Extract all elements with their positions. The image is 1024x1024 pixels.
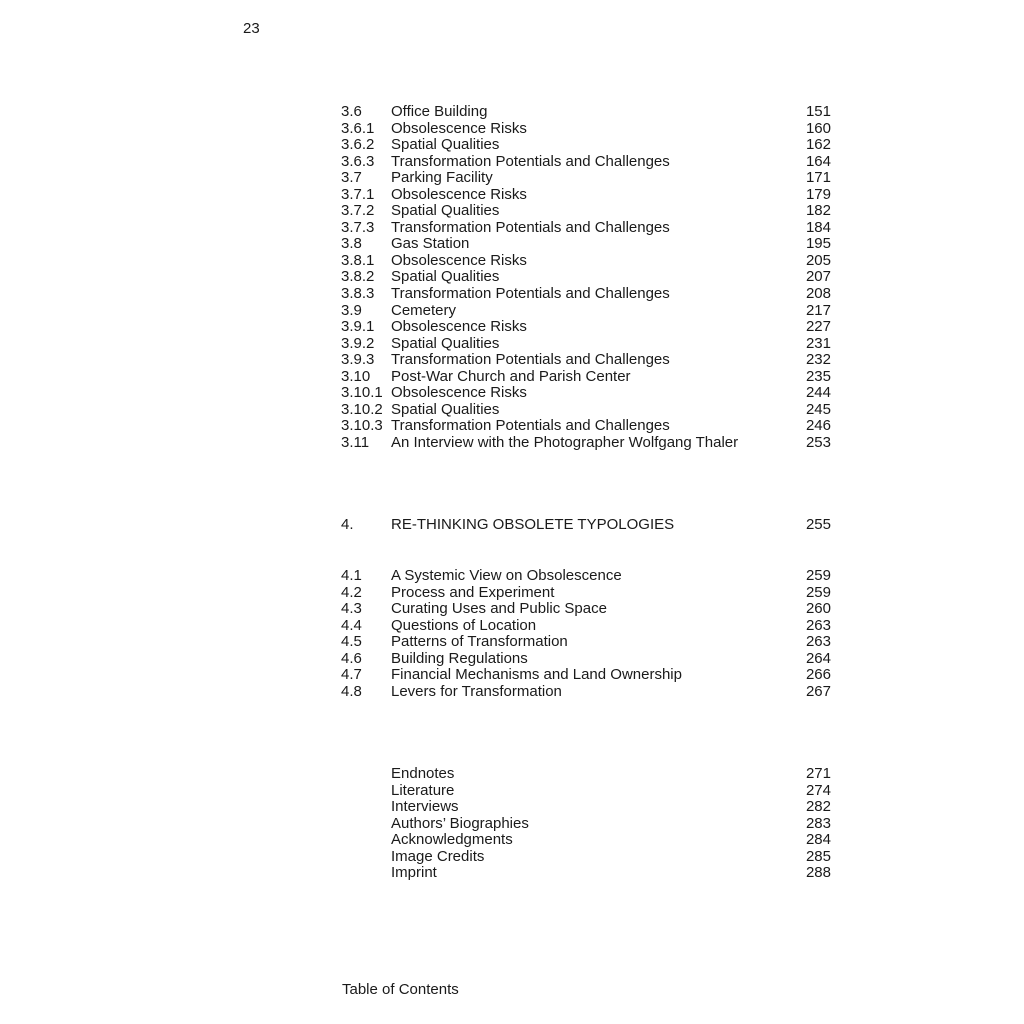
- toc-entry-page: 207: [805, 268, 831, 286]
- toc-entry[interactable]: [341, 154, 831, 171]
- toc-entry-number: 3.10: [341, 367, 371, 385]
- toc-entry-page: 288: [805, 864, 831, 882]
- toc-entry-title: Acknowledgments: [391, 832, 513, 849]
- toc-entry-page: 259: [805, 567, 831, 584]
- chapter-page: 255: [805, 516, 831, 533]
- toc-entry-title: Interviews: [391, 799, 459, 816]
- toc-entry-title: Curating Uses and Public Space: [391, 601, 607, 618]
- toc-entry-page: 179: [805, 185, 831, 203]
- toc-entry-number: 4.8: [341, 682, 362, 700]
- toc-entry-page: 259: [805, 583, 831, 601]
- page-number: 23: [243, 20, 260, 37]
- toc-entry[interactable]: [341, 352, 831, 369]
- toc-entry-title: An Interview with the Photographer Wolfgang Thaler: [391, 434, 739, 451]
- toc-entry-page: 267: [805, 682, 831, 700]
- toc-entry-page: 282: [805, 798, 831, 816]
- toc-entry-number: 3.10.2: [341, 400, 383, 418]
- toc-entry-title: Transformation Potentials and Challenges: [391, 286, 670, 303]
- toc-entry-page: 231: [805, 334, 831, 352]
- toc-entry[interactable]: [341, 319, 831, 336]
- toc-entry-title: Levers for Transformation: [391, 683, 562, 700]
- toc-entry[interactable]: [341, 799, 831, 816]
- toc-entry-title: Obsolescence Risks: [391, 385, 527, 402]
- toc-entry-title: Transformation Potentials and Challenges: [391, 352, 670, 369]
- toc-entry-number: 3.9.3: [341, 351, 375, 369]
- toc-entry-title: Patterns of Transformation: [391, 634, 568, 651]
- toc-entry-title: Spatial Qualities: [391, 203, 500, 220]
- toc-entry-title: Obsolescence Risks: [391, 186, 527, 203]
- toc-entry-number: 3.7.1: [341, 185, 375, 203]
- toc-entry-page: 164: [805, 152, 831, 170]
- toc-entry-page: 285: [805, 847, 831, 865]
- toc-entry[interactable]: [341, 667, 831, 684]
- toc-entry-title: Literature: [391, 782, 455, 799]
- toc-entry-title: Questions of Location: [391, 617, 537, 634]
- toc-entry-page: 260: [805, 600, 831, 618]
- chapter-number: 4.: [341, 516, 354, 533]
- toc-entry-page: 162: [805, 136, 831, 154]
- toc-entry-number: 3.9: [341, 301, 362, 319]
- toc-entry-number: 4.6: [341, 649, 362, 667]
- toc-entry-page: 271: [805, 765, 831, 782]
- toc-entry-title: Spatial Qualities: [391, 269, 500, 286]
- toc-back-matter-list: [341, 766, 831, 882]
- toc-entry-number: 3.6: [341, 103, 362, 120]
- toc-entry-title: Gas Station: [391, 236, 470, 253]
- toc-entry[interactable]: [341, 418, 831, 435]
- toc-entry-title: Spatial Qualities: [391, 401, 500, 418]
- toc-entry-page: 208: [805, 285, 831, 303]
- toc-entry-number: 3.7: [341, 169, 362, 187]
- toc-entry-page: 184: [805, 218, 831, 236]
- toc-entry-number: 3.8.1: [341, 251, 375, 269]
- toc-entry-title: Process and Experiment: [391, 584, 555, 601]
- toc-entry-number: 3.11: [341, 433, 370, 451]
- toc-entry-number: 3.8: [341, 235, 362, 253]
- toc-entry[interactable]: [341, 121, 831, 138]
- toc-entry[interactable]: [341, 336, 831, 353]
- toc-entry-title: Parking Facility: [391, 170, 493, 187]
- toc-entry[interactable]: [341, 220, 831, 237]
- toc-entry[interactable]: [341, 402, 831, 419]
- toc-entry[interactable]: [341, 236, 831, 253]
- running-footer: Table of Contents: [342, 981, 459, 998]
- toc-entry-number: 3.10.1: [341, 384, 383, 402]
- toc-entry-page: 171: [805, 169, 831, 187]
- toc-entry-title: Spatial Qualities: [391, 137, 500, 154]
- toc-entry-number: 3.8.2: [341, 268, 375, 286]
- toc-entry[interactable]: [341, 766, 831, 783]
- toc-chapter-4-heading: [341, 517, 831, 534]
- toc-entry-page: 246: [805, 417, 831, 435]
- toc-entry[interactable]: [341, 435, 831, 452]
- toc-entry-number: 3.9.1: [341, 318, 375, 336]
- chapter-title: RE-THINKING OBSOLETE TYPOLOGIES: [391, 517, 675, 533]
- toc-entry-title: Post-War Church and Parish Center: [391, 368, 631, 385]
- toc-entry-title: Building Regulations: [391, 650, 528, 667]
- toc-entry-page: 253: [805, 433, 831, 451]
- toc-entry-page: 274: [805, 781, 831, 799]
- toc-entry-number: 3.10.3: [341, 417, 383, 435]
- toc-entry[interactable]: [341, 849, 831, 866]
- toc-entry-page: 217: [805, 301, 831, 319]
- toc-entry[interactable]: [341, 634, 831, 651]
- toc-entry[interactable]: [341, 684, 831, 701]
- toc-entry[interactable]: [341, 170, 831, 187]
- toc-entry-number: 3.8.3: [341, 285, 375, 303]
- toc-entry[interactable]: [341, 568, 831, 585]
- toc-entry[interactable]: [341, 783, 831, 800]
- toc-entry-number: 4.4: [341, 616, 362, 634]
- toc-entry-page: 284: [805, 831, 831, 849]
- toc-entry[interactable]: [341, 585, 831, 602]
- toc-entry-page: 283: [805, 814, 831, 832]
- toc-entry-title: A Systemic View on Obsolescence: [391, 568, 622, 584]
- toc-entry[interactable]: [341, 203, 831, 220]
- toc-entry-title: Authors’ Biographies: [391, 815, 529, 832]
- toc-entry-page: 235: [805, 367, 831, 385]
- toc-chapter-4-list: [341, 568, 831, 700]
- toc-entry-number: 3.6.3: [341, 152, 375, 170]
- toc-entry[interactable]: [341, 137, 831, 154]
- toc-entry[interactable]: [341, 303, 831, 320]
- toc-entry-number: 4.5: [341, 633, 362, 651]
- toc-entry[interactable]: [341, 104, 831, 121]
- chapter-heading-row[interactable]: [341, 517, 831, 534]
- toc-entry-page: 244: [805, 384, 831, 402]
- toc-entry[interactable]: [341, 253, 831, 270]
- toc-entry-title: Transformation Potentials and Challenges: [391, 153, 670, 170]
- toc-entry-title: Cemetery: [391, 302, 457, 319]
- toc-entry[interactable]: [341, 618, 831, 635]
- toc-entry[interactable]: [341, 832, 831, 849]
- toc-entry-page: 160: [805, 119, 831, 137]
- toc-entry-page: 195: [805, 235, 831, 253]
- toc-entry-title: Spatial Qualities: [391, 335, 500, 352]
- toc-entry-title: Transformation Potentials and Challenges: [391, 418, 670, 435]
- toc-entry[interactable]: [341, 269, 831, 286]
- toc-entry-page: 151: [805, 103, 831, 120]
- toc-entry-number: 4.2: [341, 583, 362, 601]
- toc-entry[interactable]: [341, 816, 831, 833]
- toc-entry-title: Office Building: [391, 104, 488, 120]
- toc-entry-page: 232: [805, 351, 831, 369]
- toc-entry[interactable]: [341, 865, 831, 882]
- toc-entry-number: 3.6.1: [341, 119, 375, 137]
- toc-entry-title: Endnotes: [391, 766, 455, 782]
- toc-entry[interactable]: [341, 601, 831, 618]
- toc-entry-number: 3.7.2: [341, 202, 375, 220]
- toc-entry-number: 3.7.3: [341, 218, 375, 236]
- toc-entry-title: Image Credits: [391, 848, 485, 865]
- toc-entry-page: 263: [805, 633, 831, 651]
- toc-entry-page: 263: [805, 616, 831, 634]
- toc-entry-number: 3.9.2: [341, 334, 375, 352]
- toc-entry[interactable]: [341, 187, 831, 204]
- toc-chapter-3-list: [341, 104, 831, 451]
- toc-entry-title: Financial Mechanisms and Land Ownership: [391, 667, 682, 684]
- toc-entry[interactable]: [341, 369, 831, 386]
- toc-entry-title: Obsolescence Risks: [391, 319, 527, 336]
- toc-entry-page: 205: [805, 251, 831, 269]
- toc-entry-page: 264: [805, 649, 831, 667]
- toc-entry-page: 245: [805, 400, 831, 418]
- toc-entry-title: Obsolescence Risks: [391, 120, 527, 137]
- toc-entry[interactable]: [341, 651, 831, 668]
- toc-entry-page: 227: [805, 318, 831, 336]
- toc-entry-number: 4.3: [341, 600, 362, 618]
- toc-entry-number: 3.6.2: [341, 136, 375, 154]
- toc-entry-number: 4.1: [341, 567, 362, 584]
- toc-entry-title: Transformation Potentials and Challenges: [391, 219, 670, 236]
- toc-entry-page: 266: [805, 666, 831, 684]
- toc-entry-title: Imprint: [391, 865, 437, 882]
- toc-entry[interactable]: [341, 286, 831, 303]
- toc-entry[interactable]: [341, 385, 831, 402]
- toc-entry-title: Obsolescence Risks: [391, 252, 527, 269]
- toc-entry-page: 182: [805, 202, 831, 220]
- toc-entry-number: 4.7: [341, 666, 362, 684]
